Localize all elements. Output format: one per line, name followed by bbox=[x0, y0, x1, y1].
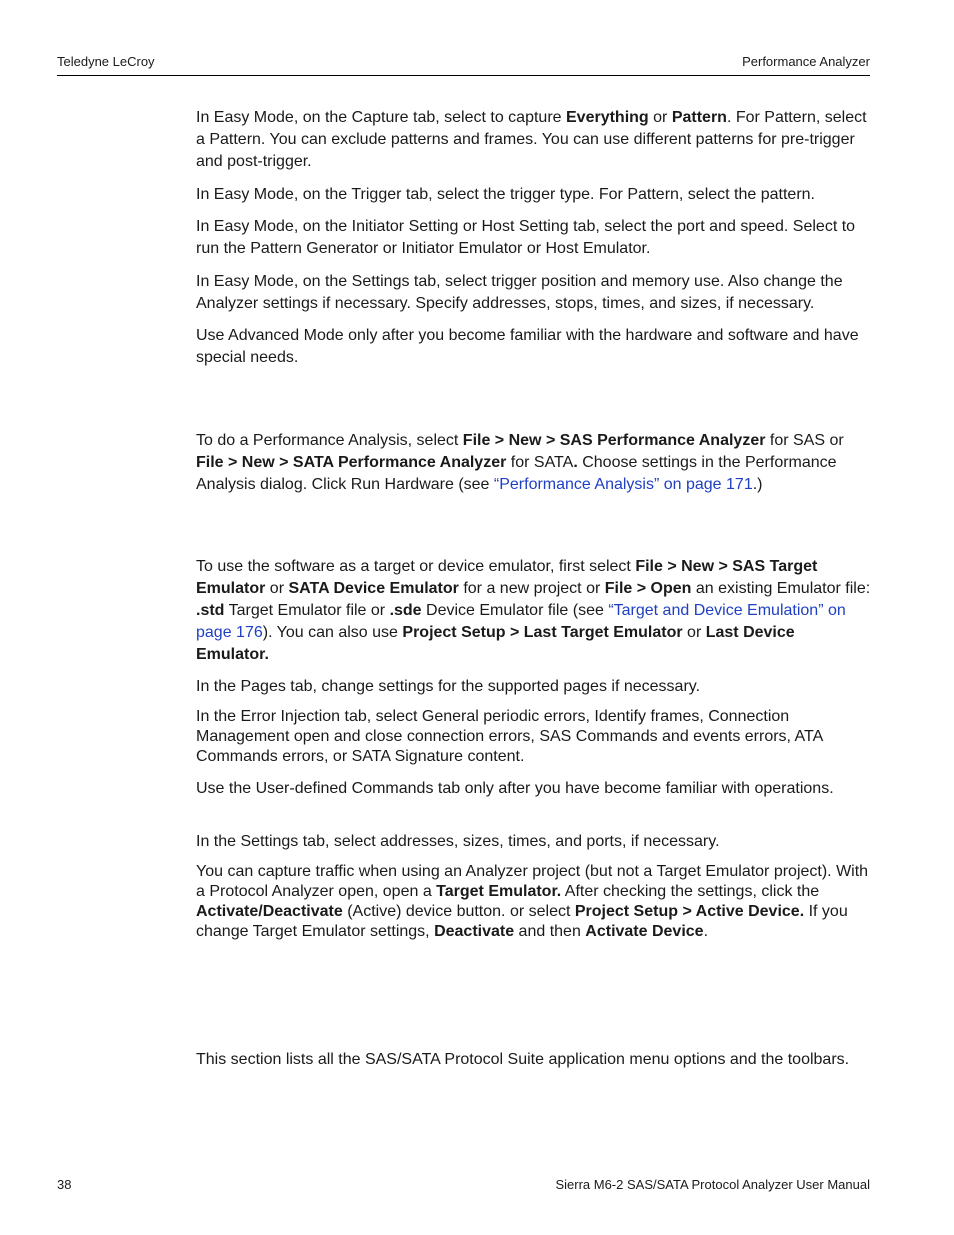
text-run: or bbox=[682, 624, 706, 641]
text-run: You can capture traffic when using an Analyzer project (but not a Target Emulator project). With a Protocol Analyzer open, open a bbox=[196, 863, 869, 900]
paragraph-settings-tab-emulator bbox=[196, 831, 872, 853]
bold-term: Activate Device bbox=[585, 923, 704, 940]
paragraph-advanced-mode bbox=[196, 325, 872, 369]
paragraph-error-injection-tab bbox=[196, 707, 872, 767]
text-run: If you change Target Emulator settings, bbox=[196, 903, 848, 940]
paragraph-menu-section-intro bbox=[196, 1049, 872, 1071]
paragraph-text: In Easy Mode, on the Trigger tab, select the trigger type. For Pattern, select the pattern. bbox=[196, 186, 815, 203]
header-company: Teledyne LeCroy bbox=[57, 54, 155, 69]
bold-menu-path: File > New > SAS Performance Analyzer bbox=[462, 432, 766, 449]
bold-menu-path: Project Setup > Active Device. bbox=[574, 903, 805, 920]
paragraph-text: In Easy Mode, on the Initiator Setting or Host Setting tab, select the port and speed. Select to run the Pattern Generator or Initiator Emulator or Host Emulator. bbox=[196, 218, 856, 257]
text-run: and then bbox=[514, 923, 586, 940]
text-run: or bbox=[648, 109, 672, 126]
bold-term: Last Device Emulator. bbox=[196, 624, 795, 663]
text-run: In Easy Mode, on the Capture tab, select to capture bbox=[196, 109, 566, 126]
text-run: for SAS or bbox=[765, 432, 844, 449]
bold-menu-path: Project Setup > Last Target Emulator bbox=[402, 624, 683, 641]
text-run: Choose settings in the Performance Analysis dialog. Click Run Hardware (see bbox=[196, 454, 837, 493]
paragraph-text: Use the User-defined Commands tab only after you have become familiar with operations. bbox=[196, 780, 834, 797]
text-run: To do a Performance Analysis, select bbox=[196, 432, 463, 449]
text-run: . For Pattern, select a Pattern. You can exclude patterns and frames. You can use different patterns for pre-trigger and post-trigger. bbox=[196, 109, 867, 170]
bold-menu-path: File > Open bbox=[604, 580, 692, 597]
performance-analysis-link[interactable]: “Performance Analysis” on page 171 bbox=[493, 476, 753, 493]
text-run: .) bbox=[752, 476, 763, 493]
text-run: . bbox=[703, 923, 709, 940]
bold-menu-path: File > New > SAS Target Emulator bbox=[196, 558, 818, 597]
paragraph-settings-tab bbox=[196, 271, 872, 315]
paragraph-trigger-tab bbox=[196, 184, 872, 206]
paragraph-capture-tab bbox=[196, 107, 872, 173]
paragraph-user-defined-commands bbox=[196, 779, 872, 799]
bold-punct: . bbox=[573, 454, 578, 471]
bold-term: Deactivate bbox=[434, 923, 515, 940]
text-run: for SATA bbox=[506, 454, 574, 471]
bold-term: Everything bbox=[566, 109, 649, 126]
text-run: Target Emulator file or bbox=[224, 602, 390, 619]
paragraph-text: In Easy Mode, on the Settings tab, select trigger position and memory use. Also change the Analyzer settings if necessary. Specify addresses, stops, times, and sizes, if necessary. bbox=[196, 273, 843, 312]
bold-term: Target Emulator. bbox=[436, 883, 562, 900]
paragraph-pages-tab bbox=[196, 676, 872, 698]
target-device-emulation-link[interactable]: “Target and Device Emulation” on page 176 bbox=[196, 602, 846, 641]
bold-term: Pattern bbox=[671, 109, 727, 126]
bold-file-ext: .sde bbox=[389, 602, 422, 619]
bold-term: Activate/Deactivate bbox=[196, 903, 343, 920]
header-section-title: Performance Analyzer bbox=[742, 54, 870, 69]
paragraph-text: In the Settings tab, select addresses, sizes, times, and ports, if necessary. bbox=[196, 833, 720, 850]
paragraph-initiator-tab bbox=[196, 216, 872, 260]
paragraph-performance-analysis bbox=[196, 430, 872, 496]
page-number: 38 bbox=[57, 1177, 72, 1192]
manual-title: Sierra M6-2 SAS/SATA Protocol Analyzer User Manual bbox=[555, 1177, 870, 1192]
paragraph-emulator bbox=[196, 556, 872, 666]
paragraph-capture-traffic bbox=[196, 862, 872, 942]
text-run: or bbox=[265, 580, 289, 597]
text-run: After checking the settings, click the bbox=[561, 883, 820, 900]
bold-menu-path: File > New > SATA Performance Analyzer bbox=[196, 454, 507, 471]
paragraph-text: In the Error Injection tab, select General periodic errors, Identify frames, Connection Management open and close connection errors, SAS Commands and events errors, ATA Commands errors, or SATA Signature content. bbox=[196, 708, 823, 765]
bold-term: SATA Device Emulator bbox=[288, 580, 459, 597]
bold-file-ext: .std bbox=[196, 602, 225, 619]
text-run: (Active) device button. or select bbox=[342, 903, 575, 920]
text-run: an existing Emulator file: bbox=[691, 580, 871, 597]
text-run: Device Emulator file (see bbox=[421, 602, 609, 619]
text-run: for a new project or bbox=[458, 580, 605, 597]
paragraph-text: This section lists all the SAS/SATA Protocol Suite application menu options and the toolbars. bbox=[196, 1051, 850, 1068]
paragraph-text: Use Advanced Mode only after you become familiar with the hardware and software and have special needs. bbox=[196, 327, 859, 366]
text-run: To use the software as a target or device emulator, first select bbox=[196, 558, 636, 575]
paragraph-text: In the Pages tab, change settings for the supported pages if necessary. bbox=[196, 678, 701, 695]
text-run: ). You can also use bbox=[262, 624, 403, 641]
page-header bbox=[57, 53, 870, 76]
